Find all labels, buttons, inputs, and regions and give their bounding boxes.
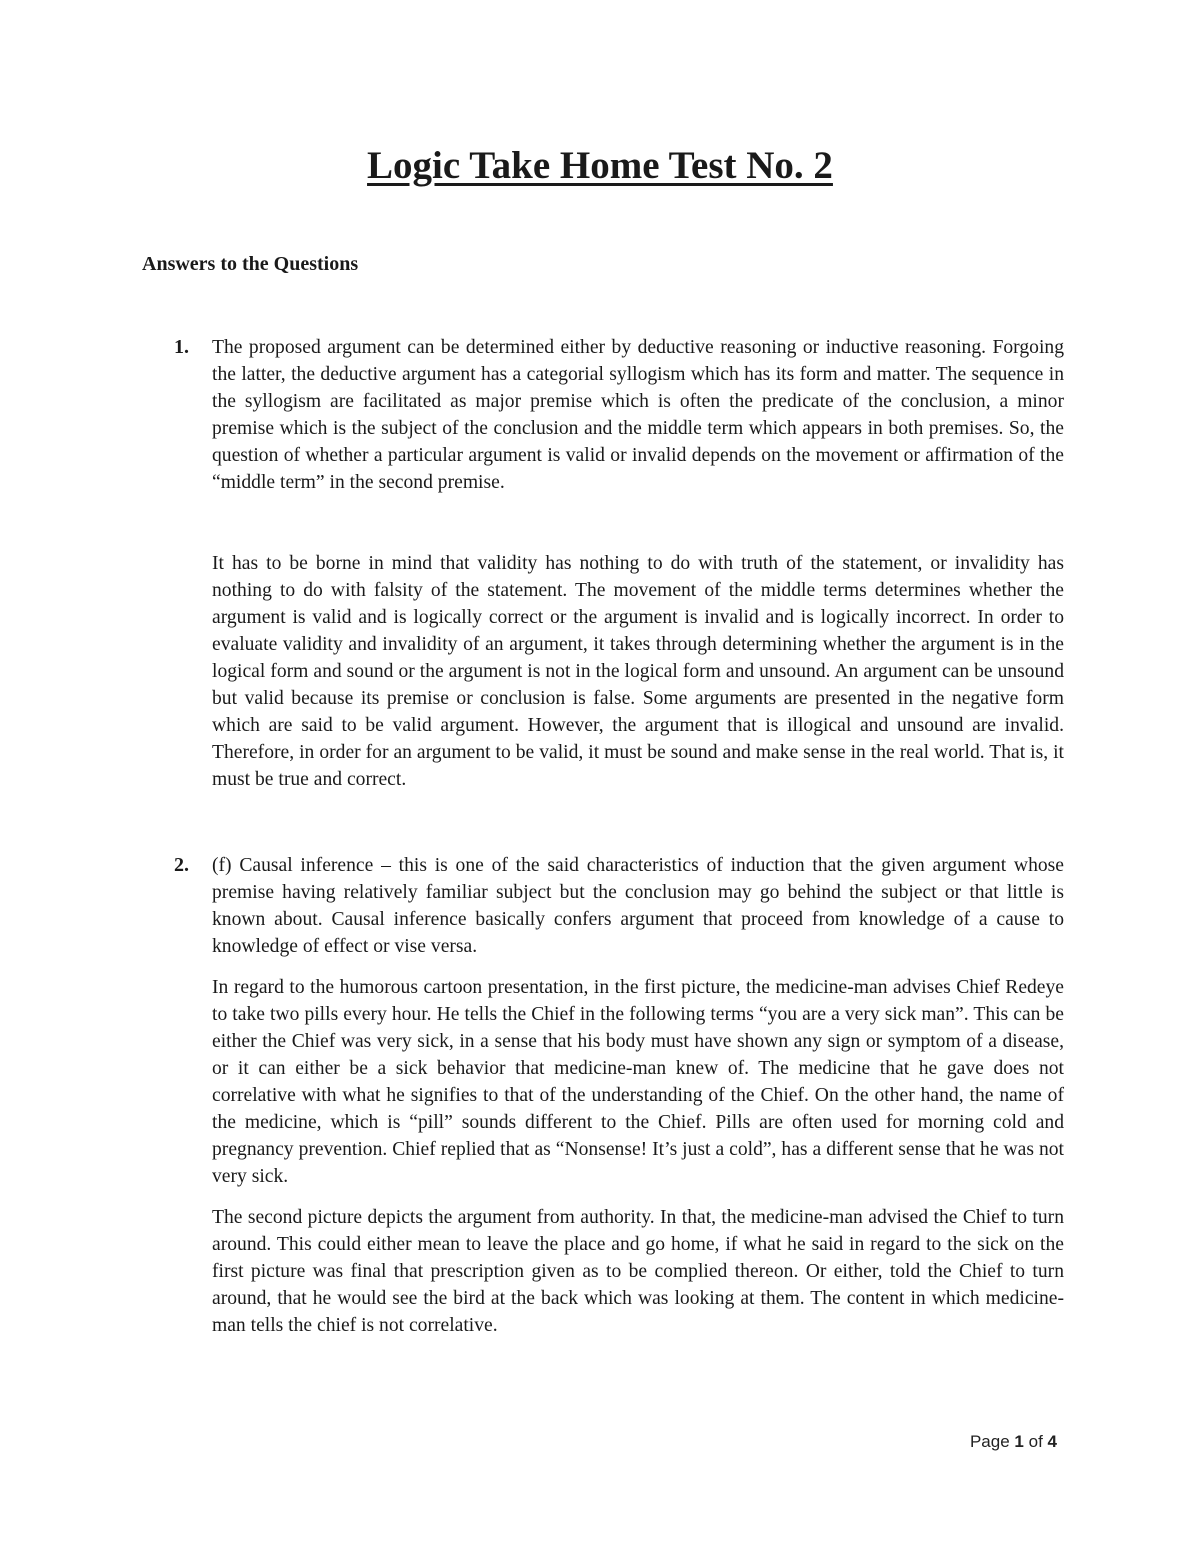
page-number [970,1431,1057,1453]
answer-paragraph: The second picture depicts the argument from authority. In that, the medicine-man advised the Chief to turn around. This could either mean to leave the place and go home, if what he said in regard to the sick on the first picture was final that prescription given as to be complied thereon. Or either, told the Chief to turn around, that he would see the bird at the back which was looking at them. The content in which medicine-man tells the chief is not correlative. [212,1207,1064,1336]
answer-paragraph: The proposed argument can be determined either by deductive reasoning or inductive reasoning. Forgoing the latter, the deductive argument has a categorial syllogism which has its form and matter. The sequence in the syllogism are facilitated as major premise which is often the predicate of the conclusion, a minor premise which is the subject of the conclusion and the middle term which appears in both premises. So, the question of whether a particular argument is valid or invalid depends on the movement or affirmation of the “middle term” in the second premise. [212,337,1064,493]
answer-number: 1. [174,336,189,358]
answer-paragraph: It has to be borne in mind that validity has nothing to do with truth of the statement, or invalidity has nothing to do with falsity of the statement. The movement of the middle terms determines whether the argument is valid and is logically correct or the argument is invalid and is logically incorrect. In order to evaluate validity and invalidity of an argument, it takes through determining whether the argument is in the logical form and sound or the argument is not in the logical form and unsound. An argument can be unsound but valid because its premise or conclusion is false. Some arguments are presented in the negative form which are said to be valid argument. However, the argument that is illogical and unsound are invalid. Therefore, in order for an argument to be valid, it must be sound and make sense in the real world. That is, it must be true and correct. [212,553,1064,790]
answer-1 [174,334,1064,793]
answer-body [212,334,1064,793]
section-heading: Answers to the Questions [142,253,359,275]
answer-paragraph: In regard to the humorous cartoon presentation, in the first picture, the medicine-man advises Chief Redeye to take two pills every hour. He tells the Chief in the following terms “you are a very sick man”. This can be either the Chief was very sick, in a sense that his body must have shown any sign or symptom of a disease, or it can either be a sick behavior that medicine-man knew of. The medicine that he gave does not correlative with what he signifies to that of the understanding of the Chief. On the other hand, the name of the medicine, which is “pill” sounds different to the Chief. Pills are often used for morning cold and pregnancy prevention. Chief replied that as “Nonsense! It’s just a cold”, has a different sense that he was not very sick. [212,977,1064,1187]
document-title: Logic Take Home Test No. 2 [367,144,833,187]
answer-number: 2. [174,854,189,876]
answer-body [212,852,1064,1339]
current-page: 1 [1014,1432,1024,1451]
total-pages: 4 [1047,1432,1057,1451]
answer-paragraph: (f) Causal inference – this is one of the said characteristics of induction that the given argument whose premise having relatively familiar subject but the conclusion may go behind the subject or that little is known about. Causal inference basically confers argument that proceed from knowledge of a cause to knowledge of effect or vise versa. [212,855,1064,957]
answer-2 [174,852,1064,1339]
page-label: Page [969,1432,1010,1451]
of-label: of [1028,1432,1043,1451]
